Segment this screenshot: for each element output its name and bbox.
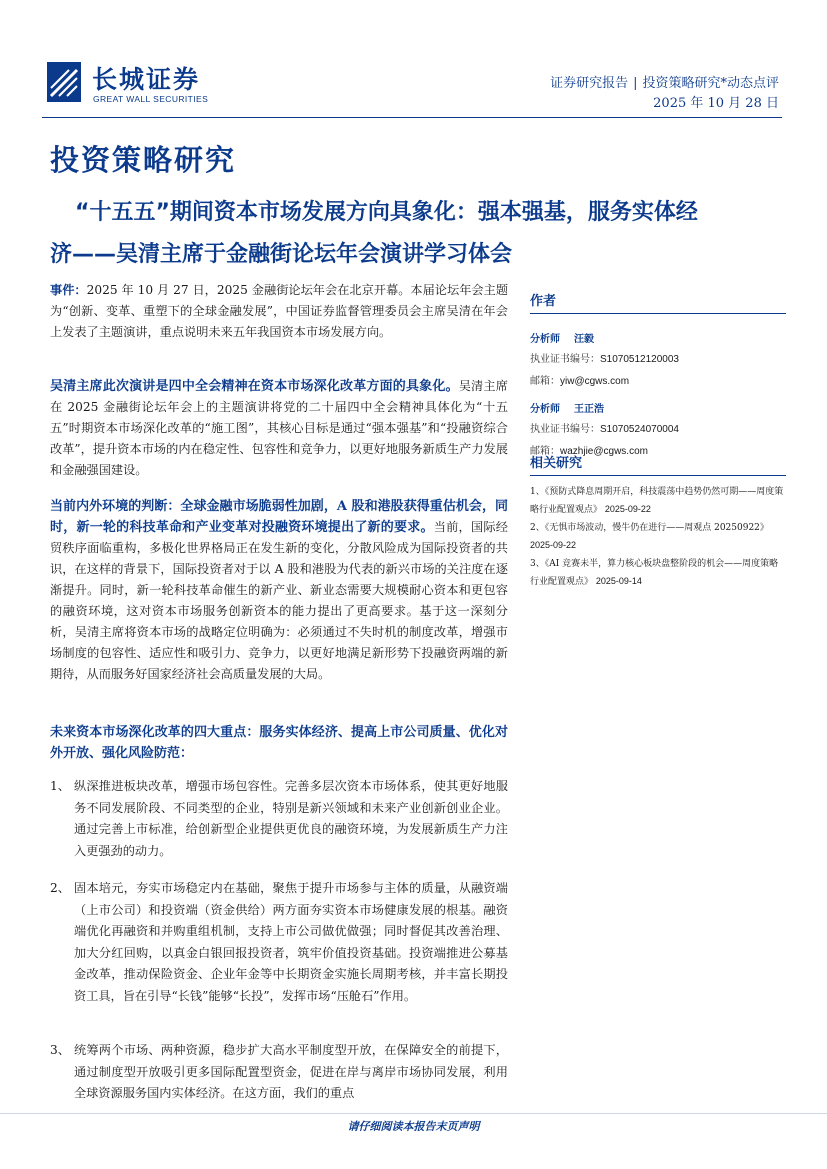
list-item-text: 固本培元，夯实市场稳定内在基础，聚焦于提升市场参与主体的质量，从融资端（上市公司）和投资端（资金供给）两方面夯实资本市场健康发展的根基。融资端优化再融资和并购重组机制，支持上市公司做优做强；同时督促其改善治理、加大分红回购，以真金白银回报投资者，筑牢价值投资基础。投资端推进公募基金改革，推动保险资金、企业年金等中长期资金实施长周期考核，并丰富长期投资工具，旨在引导“长钱”能够“长投”，发挥市场“压舱石”作用。 <box>74 881 508 1003</box>
report-type: 证券研究报告 <box>550 76 629 91</box>
list-item <box>50 1040 508 1105</box>
related-item[interactable] <box>530 556 786 590</box>
list-item-number: 1、 <box>50 779 70 793</box>
analyst-role: 分析师 <box>530 334 560 345</box>
related-item-date: 2025-09-22 <box>530 539 577 550</box>
header-divider <box>42 117 782 118</box>
report-title-line-2: 济——吴清主席于金融街论坛年会演讲学习体会 <box>50 242 513 267</box>
report-category: 投资策略研究*动态点评 <box>642 76 779 91</box>
event-text: 2025 年 10 月 27 日，2025 金融街论坛年会在北京开幕。本届论坛年会主题为“创新、变革、重塑下的全球金融发展”，中国证券监督管理委员会主席吴清在年会上发表了主题演讲，重点说明未来五年我国资本市场发展方向。 <box>50 283 509 339</box>
related-item-date: 2025-09-14 <box>595 575 642 586</box>
analyst-name: 汪毅 <box>574 334 594 345</box>
paragraph-speech-text: 吴清主席在 2025 金融街论坛年会上的主题演讲将党的二十届四中全会精神具体化为“十五五”时期资本市场深化改革的“施工图”，其核心目标是通过“强本强基”和“投融资综合改革”，提升资本市场的内在稳定性、包容性和竞争力，以更好地服务新质生产力发展和金融强国建设。 <box>50 379 508 477</box>
report-date: 2025 年 10 月 28 日 <box>653 96 779 111</box>
list-item <box>50 878 508 1007</box>
event-paragraph <box>50 280 508 343</box>
cert-number: S1070524070004 <box>600 424 679 435</box>
paragraph-speech <box>50 376 508 481</box>
logo-text-en: GREAT WALL SECURITIES <box>93 94 209 104</box>
cert-label: 执业证书编号： <box>530 424 600 435</box>
logo-text-cn: 长城证券 <box>92 65 201 94</box>
header-meta <box>550 74 779 114</box>
company-logo-icon <box>47 62 81 102</box>
authors-heading: 作者 <box>530 290 786 314</box>
related-item-title: 1、《预防式降息周期开启，科技震荡中趋势仍然可期——周度策略行业配置观点》 <box>530 487 784 515</box>
email-label: 邮箱： <box>530 446 560 457</box>
header-separator: | <box>633 76 638 91</box>
report-title-line-1: “十五五”期间资本市场发展方向具象化：强本强基，服务实体经 <box>75 200 698 225</box>
section-title: 投资策略研究 <box>50 143 237 177</box>
related-heading: 相关研究 <box>530 452 786 476</box>
list-item <box>50 776 508 862</box>
report-title <box>50 192 790 276</box>
email-label: 邮箱： <box>530 376 560 387</box>
analyst-name: 王正浩 <box>574 404 604 415</box>
related-item-title: 2、《无惧市场波动，慢牛仍在进行——周观点 20250922》 <box>530 523 769 533</box>
list-item-number: 2、 <box>50 881 70 895</box>
analyst-role: 分析师 <box>530 404 560 415</box>
authors-panel <box>530 290 786 462</box>
list-item-text: 纵深推进板块改革，增强市场包容性。完善多层次资本市场体系，使其更好地服务不同发展阶段、不同类型的企业，特别是新兴领域和未来产业创新创业企业。通过完善上市标准，给创新型企业提供更优良的融资环境，为发展新质生产力注入更强劲的动力。 <box>74 779 508 858</box>
related-item[interactable] <box>530 520 786 554</box>
analyst-email[interactable]: wazhjie@cgws.com <box>560 446 648 457</box>
related-item[interactable] <box>530 484 786 518</box>
related-item-date: 2025-09-22 <box>604 503 651 514</box>
analyst-card <box>530 330 786 392</box>
paragraph-speech-lead: 吴清主席此次演讲是四中全会精神在资本市场深化改革方面的具象化。 <box>50 379 459 394</box>
cert-number: S1070512120003 <box>600 354 679 365</box>
event-lead: 事件： <box>50 283 87 297</box>
related-research-panel <box>530 452 786 590</box>
footer-disclaimer: 请仔细阅读本报告末页声明 <box>347 1120 480 1133</box>
analyst-email[interactable]: yiw@cgws.com <box>560 376 630 387</box>
paragraph-environment-lead: 当前内外环境的判断：全球金融市场脆弱性加剧，A 股和港股获得重估机会，同时，新一轮的科技革命和产业变革对投融资环境提出了新的要求。 <box>50 499 508 535</box>
paragraph-reforms <box>50 722 508 764</box>
paragraph-environment <box>50 496 508 685</box>
list-item-text: 统筹两个市场、两种资源，稳步扩大高水平制度型开放，在保障安全的前提下，通过制度型开放吸引更多国际配置型资金，促进在岸与离岸市场协同发展，利用全球资源服务国内实体经济。在这方面，我们的重点 <box>74 1043 508 1100</box>
paragraph-environment-text: 当前，国际经贸秩序面临重构，多极化世界格局正在发生新的变化，分散风险成为国际投资者的共识，在这样的背景下，国际投资者对于以 A 股和港股为代表的新兴市场的关注度在逐渐提升。同时，新一轮科技革命催生的新产业、新业态需要大规模耐心资本和更包容的融资环境，这对资本市场服务创新资本的能力提出了更高要求。基于这一深刻分析，吴清主席将资本市场的战略定位明确为：必须通过不失时机的制度改革，增强市场制度的包容性、适应性和吸引力、竞争力，以更好地满足新形势下投融资两端的新期待，从而服务好国家经济社会高质量发展的大局。 <box>50 520 508 681</box>
paragraph-reforms-lead: 未来资本市场深化改革的四大重点：服务实体经济、提高上市公司质量、优化对外开放、强化风险防范： <box>50 725 508 761</box>
list-item-number: 3、 <box>50 1043 70 1057</box>
related-item-title: 3、《AI 竞赛未半，算力核心板块盘整阶段的机会——周度策略行业配置观点》 <box>530 559 779 587</box>
footer-divider <box>0 1113 827 1114</box>
cert-label: 执业证书编号： <box>530 354 600 365</box>
